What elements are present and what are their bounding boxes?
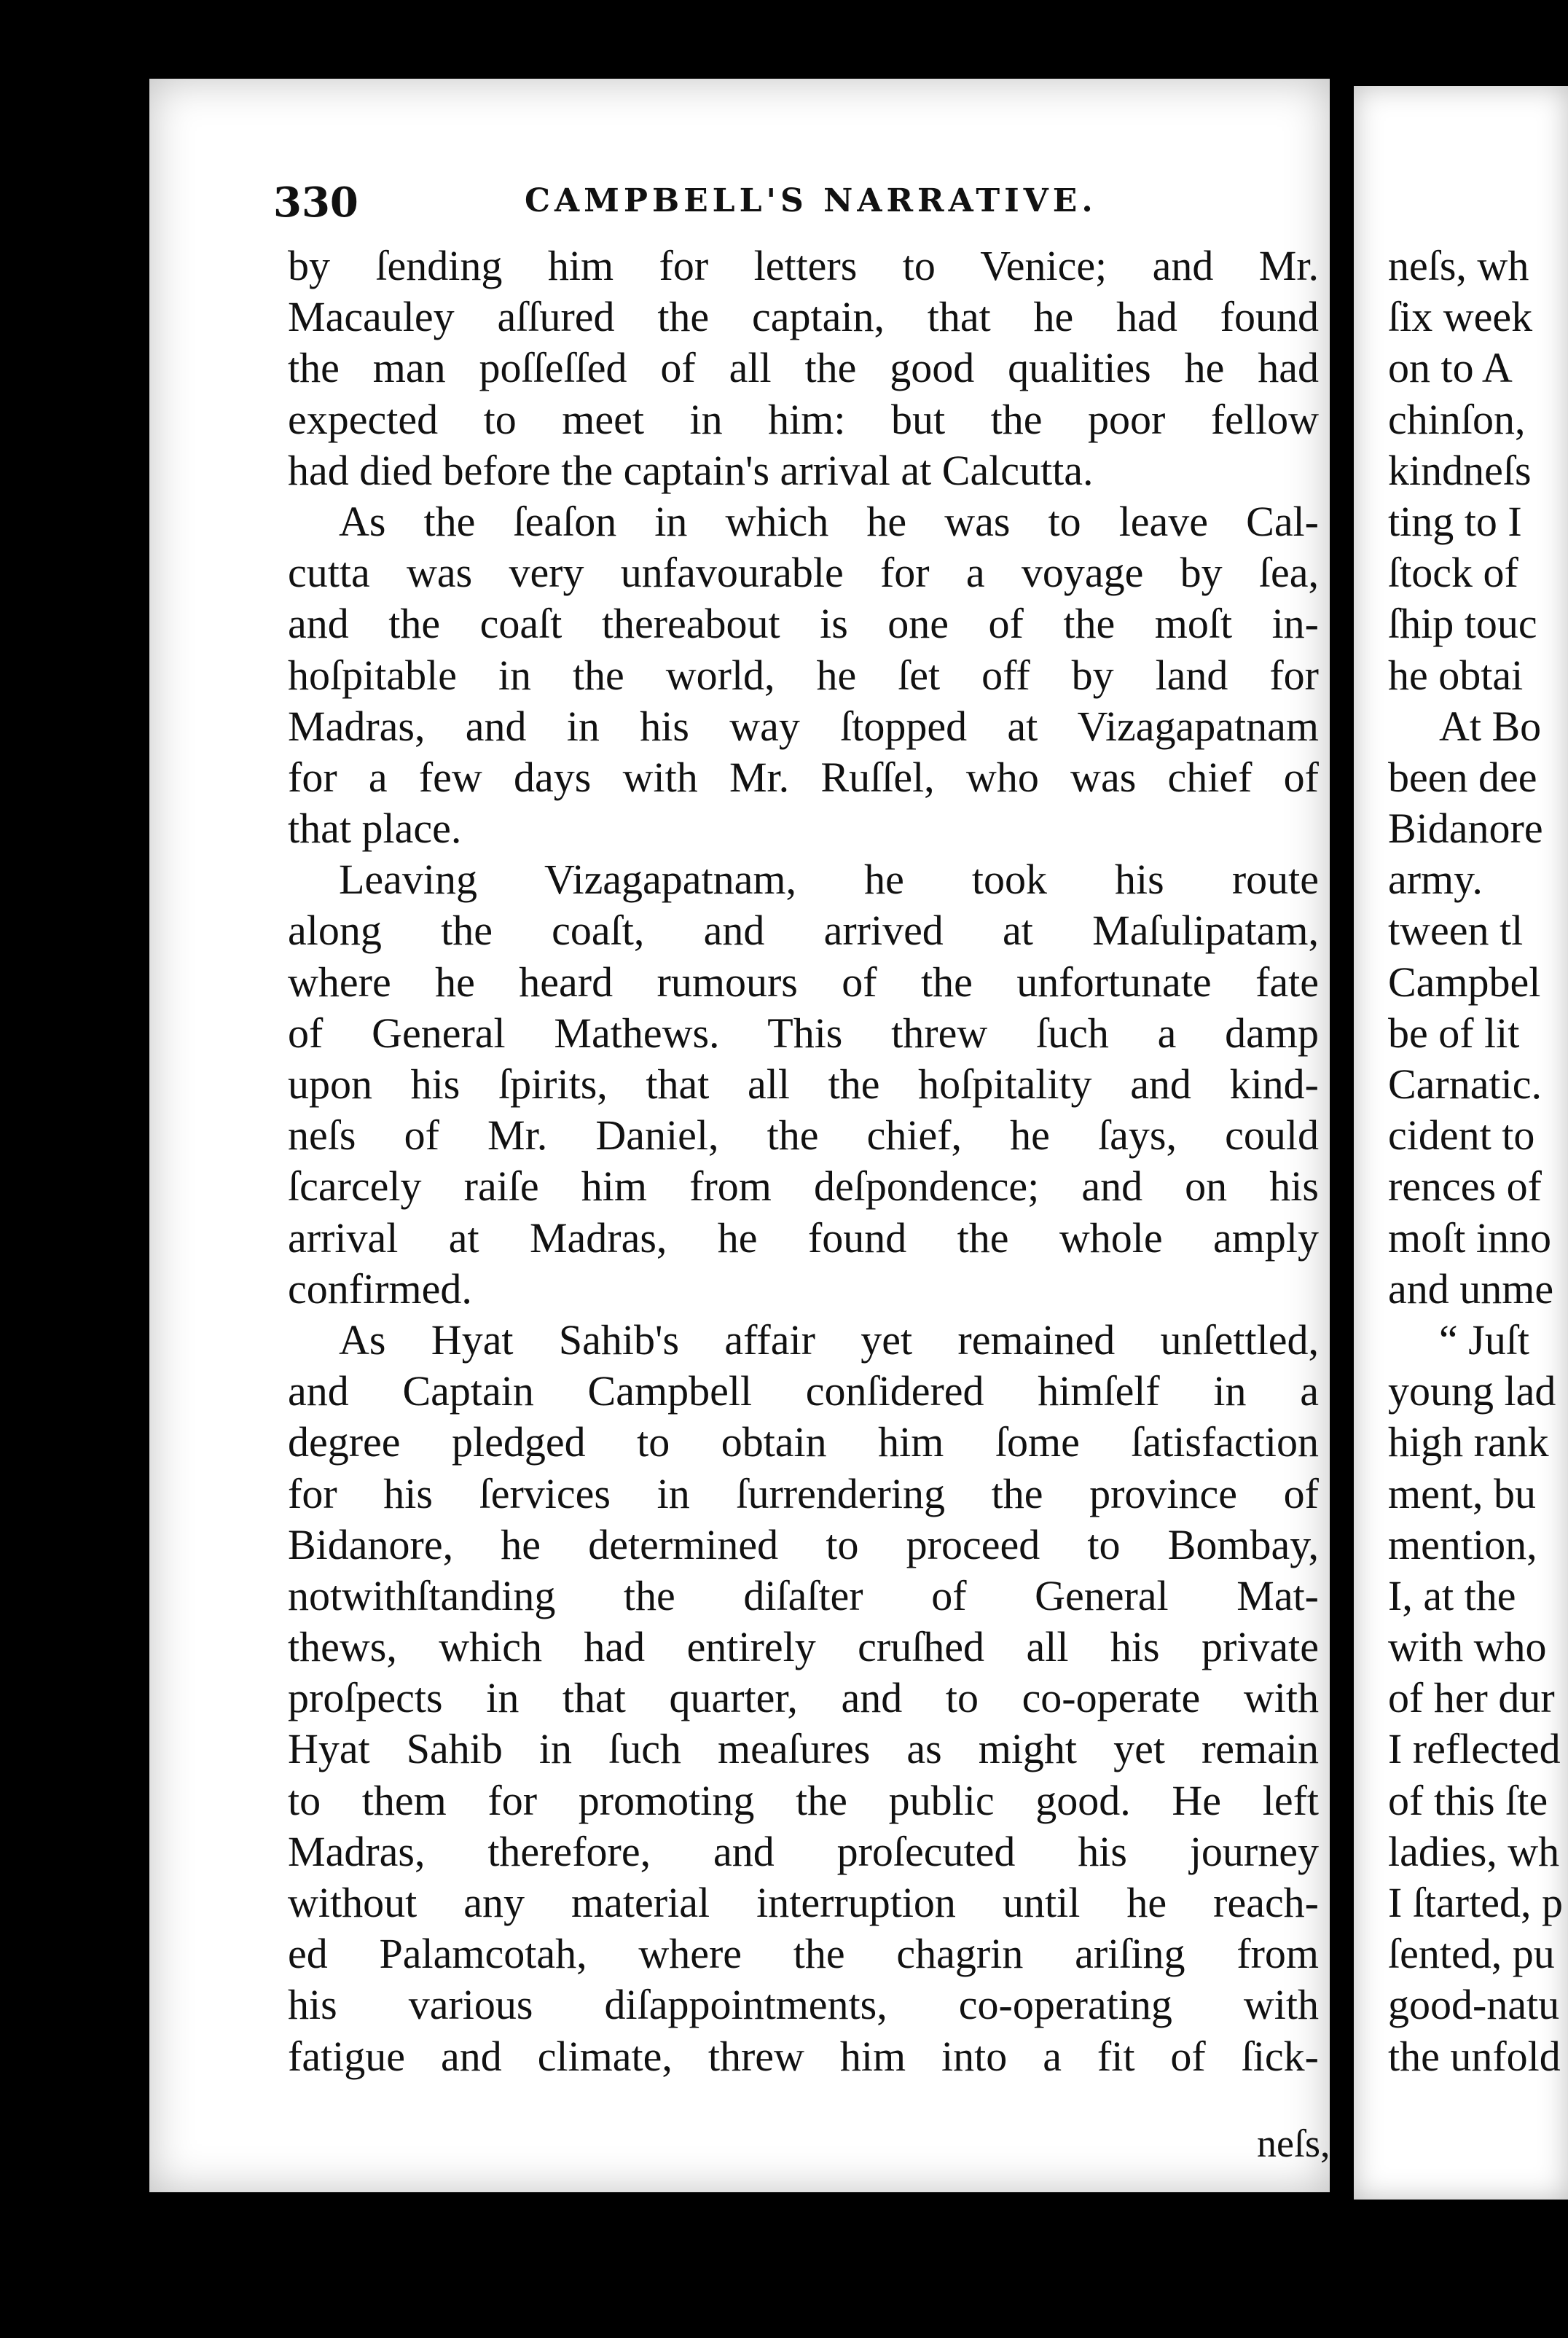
text-line: army. xyxy=(1388,856,1483,904)
text-line: As the ſeaſon in which he was to leave Cal- xyxy=(339,497,1319,545)
text-line: of General Mathews. This threw ſuch a damp xyxy=(288,1009,1319,1057)
text-line: ed Palamcotah, where the chagrin ariſing from xyxy=(288,1930,1319,1978)
text-line: of her dur xyxy=(1388,1674,1555,1722)
text-line: As Hyat Sahib's affair yet remained unſettled, xyxy=(339,1315,1319,1364)
left-page-body-text xyxy=(288,241,1319,2082)
text-line: to them for promoting the public good. He left xyxy=(288,1776,1319,1824)
text-line: kindneſs xyxy=(1388,446,1532,494)
text-line: cutta was very unfavourable for a voyage by ſea, xyxy=(288,549,1319,597)
text-line: rences of xyxy=(1388,1162,1542,1211)
text-line: and unme xyxy=(1388,1264,1554,1313)
text-line: on to A xyxy=(1388,344,1513,392)
text-line: of this ſte xyxy=(1388,1776,1548,1824)
text-line: Campbel xyxy=(1388,958,1541,1006)
text-line: Macauley aſſured the captain, that he had found xyxy=(288,293,1319,341)
text-line: tween tl xyxy=(1388,907,1524,955)
catchword: neſs, xyxy=(1257,2122,1330,2165)
text-line: Hyat Sahib in ſuch meaſures as might yet remain xyxy=(288,1725,1319,1773)
text-line: ſix week xyxy=(1388,293,1533,341)
text-line: been dee xyxy=(1388,753,1537,801)
text-line: the unfold xyxy=(1388,2032,1561,2080)
text-line: degree pledged to obtain him ſome ſatisfaction xyxy=(288,1418,1319,1466)
text-line: Madras, therefore, and proſecuted his journey xyxy=(288,1827,1319,1875)
running-head: CAMPBELL'S NARRATIVE. xyxy=(525,182,1097,219)
text-line: confirmed. xyxy=(288,1264,472,1313)
page-gutter xyxy=(1330,73,1354,2259)
text-line: and the coaſt thereabout is one of the moſt in- xyxy=(288,600,1319,648)
text-line: he obtai xyxy=(1388,651,1524,699)
text-line: had died before the captain's arrival at Calcutta. xyxy=(288,446,1094,494)
text-line: I ſtarted, p xyxy=(1388,1879,1563,1926)
text-line: along the coaſt, and arrived at Maſulipatam, xyxy=(288,907,1319,955)
text-line: “ Juſt xyxy=(1439,1315,1530,1364)
text-line: expected to meet in him: but the poor fellow xyxy=(288,395,1319,443)
text-line: ment, bu xyxy=(1388,1469,1536,1517)
text-line: ſcarcely raiſe him from deſpondence; and on his xyxy=(288,1162,1319,1211)
text-line: ſtock of xyxy=(1388,549,1518,597)
text-line: the man poſſeſſed of all the good qualities he had xyxy=(288,344,1319,392)
text-line: upon his ſpirits, that all the hoſpitality and kind- xyxy=(288,1060,1319,1108)
page-number: 330 xyxy=(273,179,358,227)
text-line: that place. xyxy=(288,805,462,853)
text-line: chinſon, xyxy=(1388,395,1526,443)
text-line: ladies, wh xyxy=(1388,1827,1560,1875)
text-line: thews, which had entirely cruſhed all his private xyxy=(288,1623,1319,1671)
text-line: fatigue and climate, threw him into a fit of ſick- xyxy=(288,2032,1319,2080)
text-line: I, at the xyxy=(1388,1571,1516,1619)
text-line: high rank xyxy=(1388,1418,1549,1466)
text-line: for his ſervices in ſurrendering the province of xyxy=(288,1469,1319,1517)
text-line: cident to xyxy=(1388,1111,1535,1160)
text-line: notwithſtanding the diſaſter of General Mat- xyxy=(288,1571,1319,1619)
text-line: ſhip touc xyxy=(1388,600,1537,648)
text-line: and Captain Campbell conſidered himſelf in a xyxy=(288,1367,1319,1415)
text-line: ſented, pu xyxy=(1388,1930,1555,1978)
text-line: I reflected xyxy=(1388,1725,1561,1773)
text-line: without any material interruption until he reach- xyxy=(288,1879,1319,1926)
text-line: neſs of Mr. Daniel, the chief, he ſays, could xyxy=(288,1111,1319,1160)
text-line: his various diſappointments, co-operating with xyxy=(288,1981,1319,2029)
text-line: proſpects in that quarter, and to co-operate with xyxy=(288,1674,1319,1722)
text-line: with who xyxy=(1388,1623,1547,1671)
text-line: where he heard rumours of the unfortunate fate xyxy=(288,958,1319,1006)
text-line: young lad xyxy=(1388,1367,1556,1415)
text-line: arrival at Madras, he found the whole amply xyxy=(288,1213,1319,1262)
text-line: for a few days with Mr. Ruſſel, who was chief of xyxy=(288,753,1319,801)
text-line: neſs, wh xyxy=(1388,242,1529,289)
text-line: by ſending him for letters to Venice; and Mr. xyxy=(288,242,1319,289)
text-line: mention, xyxy=(1388,1520,1537,1568)
text-line: Bidanore, he determined to proceed to Bombay, xyxy=(288,1520,1319,1568)
text-line: be of lit xyxy=(1388,1009,1520,1057)
text-line: At Bo xyxy=(1439,702,1542,750)
text-line: moſt inno xyxy=(1388,1213,1551,1262)
text-line: good-natu xyxy=(1388,1981,1560,2029)
text-line: hoſpitable in the world, he ſet off by land for xyxy=(288,651,1319,699)
text-line: Bidanore xyxy=(1388,805,1543,853)
text-line: Leaving Vizagapatnam, he took his route xyxy=(339,856,1319,904)
right-page-body-text xyxy=(1388,241,1568,2082)
text-line: ting to I xyxy=(1388,497,1522,545)
text-line: Carnatic. xyxy=(1388,1060,1542,1108)
text-line: Madras, and in his way ſtopped at Vizagapatnam xyxy=(288,702,1319,750)
